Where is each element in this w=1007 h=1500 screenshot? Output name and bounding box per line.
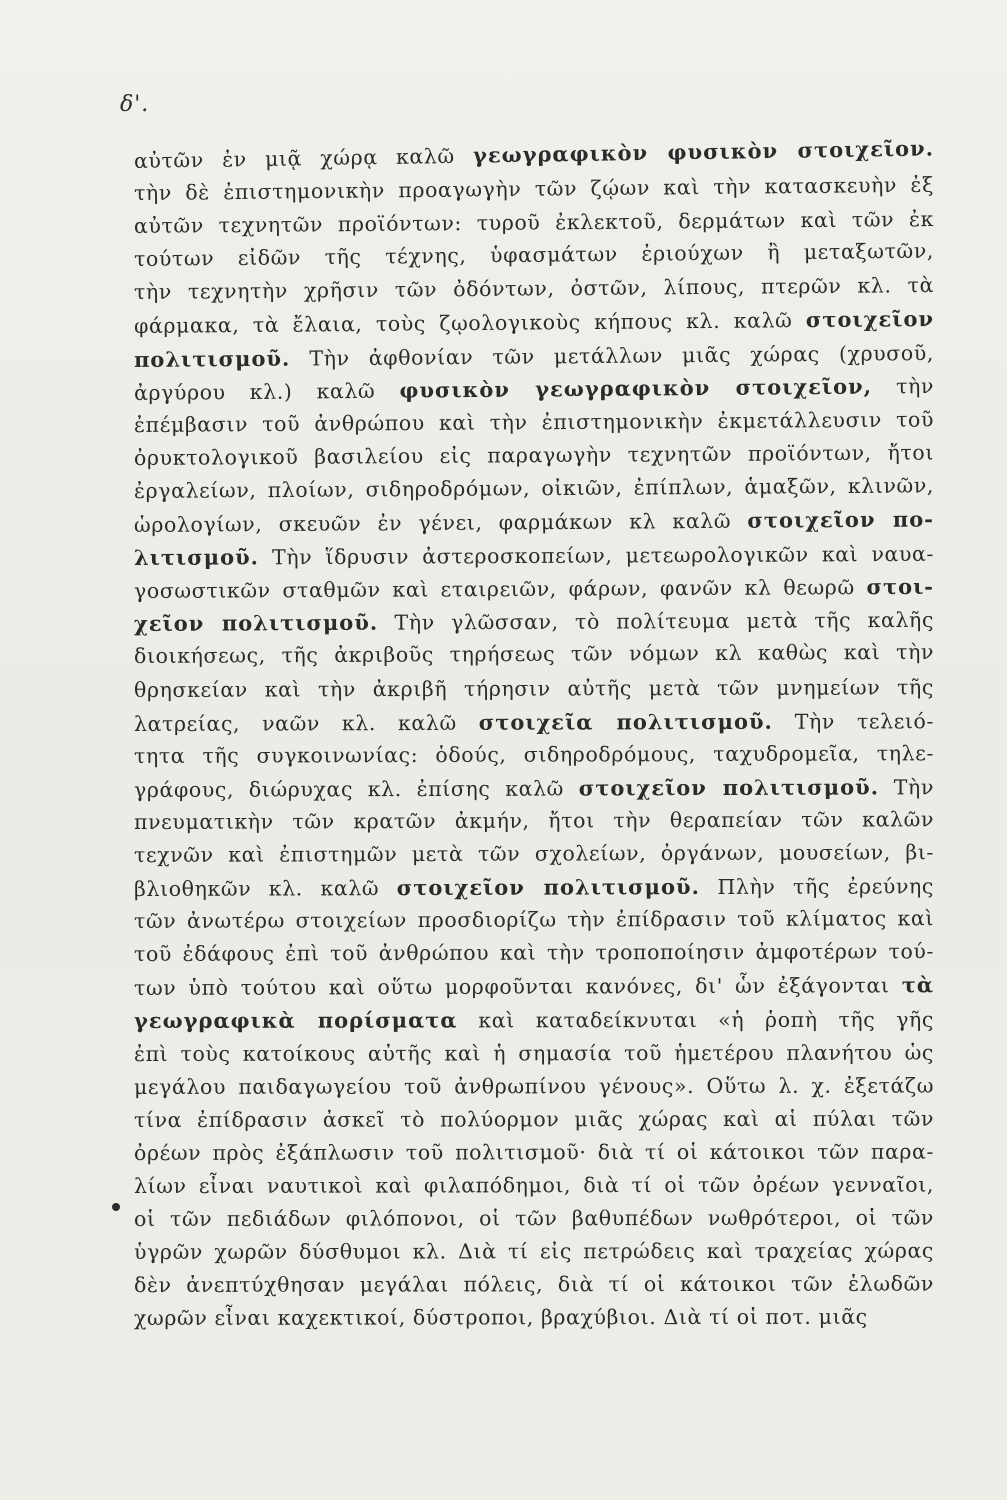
text-run: τητα τῆς συγκοινωνίας: ὁδούς, σιδηροδρόμους, ταχυδρομεῖα, τηλε- [133,740,935,768]
text-run: ὀρέων πρὸς ἐξάπλωσιν τοῦ πολιτισμοῦ· διὰ τί οἱ κάτοικοι τῶν παρα- [133,1139,935,1165]
text-line [134,369,934,409]
text-line [134,1268,934,1302]
text-run: τοῦ ἐδάφους ἐπὶ τοῦ ἀνθρώπου καὶ τὴν τροποποίησιν ἀμφοτέρων τού- [133,939,935,967]
text-line [134,570,934,607]
bold-term: γεωγραφικὸν φυσικὸν στοιχεῖον. [472,135,935,168]
text-line [134,704,934,740]
text-run: χωρῶν εἶναι καχεκτικοί, δύστροποι, βραχύβιοι. Διὰ τί οἱ ποτ. μιᾶς [133,1305,868,1331]
text-run: λίων εἶναι ναυτικοὶ καὶ φιλαπόδημοι, διὰ τί οἱ τῶν ὀρέων γενναῖοι, [133,1172,935,1198]
text-line [134,1003,934,1037]
bold-term: λιτισμοῦ. [133,544,259,571]
text-run: φάρμακα, τὰ ἔλαια, τοὺς ζῳολογικοὺς κήπους κλ. καλῶ [133,308,806,339]
text-run: θρησκείαν καὶ τὴν ἀκριβῆ τήρησιν αὐτῆς μετὰ τῶν μνημείων τῆς [133,674,935,702]
text-run: τὴν δὲ ἐπιστημονικὴν προαγωγὴν τῶν ζῴων καὶ τὴν κατασκευὴν ἐξ [133,172,935,206]
bold-term: στοιχεῖον πολιτισμοῦ. [396,874,700,901]
text-line [134,935,934,971]
bold-term: φυσικὸν γεωγραφικὸν στοιχεῖον, [399,373,873,403]
text-run: ὑγρῶν χωρῶν δύσθυμοι κλ. Διὰ τί εἰς πετρώδεις καὶ τραχείας χώρας [133,1238,935,1265]
bold-term: χεῖον πολιτισμοῦ. [133,610,379,637]
text-line [134,502,934,541]
text-run: γράφους, διώρυχας κλ. ἐπίσης καλῶ [133,776,579,802]
text-line [134,1169,934,1203]
text-run: αὐτῶν τεχνητῶν προϊόντων: τυροῦ ἐκλεκτοῦ, δερμάτων καὶ τῶν ἐκ [133,207,935,239]
bold-term: στοι- [866,574,935,600]
bold-term: στοιχεῖον πολιτισμοῦ. [578,774,880,801]
text-line [134,869,934,905]
text-line [134,1069,934,1103]
text-line [134,469,934,508]
text-line [134,1235,934,1269]
text-run: μεγάλου παιδαγωγείου τοῦ ἀνθρωπίνου γένους». Οὕτω λ. χ. ἐξετάζω [133,1073,935,1099]
text-line [134,836,934,872]
text-run: Τὴν ἵδρυσιν ἀστεροσκοπείων, μετεωρολογικῶν καὶ ναυα- [258,541,935,570]
body-text [133,135,935,1335]
text-run: βλιοθηκῶν κλ. καλῶ [133,876,397,902]
text-line [134,537,934,574]
text-run: ἐργαλείων, πλοίων, σιδηροδρόμων, οἰκιῶν, ἐπίπλων, ἁμαξῶν, κλινῶν, [133,473,935,503]
text-run: Πλὴν τῆς ἐρεύνης [699,874,935,900]
text-run: γοσωστικῶν σταθμῶν καὶ εταιρειῶν, φάρων, φανῶν κλ θεωρῶ [133,575,867,604]
text-run: Τὴν γλῶσσαν, τὸ πολίτευμα μετὰ τῆς καλῆς [378,608,935,636]
text-line [134,770,934,806]
text-run: ὀρυκτολογικοῦ βασιλείου εἰς παραγωγὴν τεχνητῶν προϊόντων, ἤτοι [133,440,935,470]
text-line [134,1135,934,1169]
bold-term: πολιτισμοῦ. [133,345,291,372]
text-run: ἐπέμβασιν τοῦ ἀνθρώπου καὶ τὴν ἐπιστημονικὴν ἐκμετάλλευσιν τοῦ [133,407,935,437]
text-line [134,671,934,707]
text-run: τὴν [871,373,935,399]
text-run: αὐτῶν ἐν μιᾷ χώρᾳ καλῶ [133,143,474,173]
text-run: των ὑπὸ τούτου καὶ οὕτω μορφοῦνται κανόνες, δι' ὧν ἐξάγονται [133,973,902,1001]
text-run: τὴν τεχνητὴν χρῆσιν τῶν ὀδόντων, ὀστῶν, λίπους, πτερῶν κλ. τὰ [133,273,935,305]
bold-term: στοιχεῖον πο- [747,506,935,533]
text-run: Τὴν ἀφθονίαν τῶν μετάλλων μιᾶς χώρας (χρυσοῦ, [290,340,935,371]
text-line [134,1102,934,1136]
text-run: πνευματικὴν τῶν κρατῶν ἀκμήν, ἤτοι τὴν θεραπείαν τῶν καλῶν [133,807,935,834]
page-number: δ'. [120,92,150,117]
text-line [134,1036,934,1070]
text-line [134,1202,934,1236]
text-run: δὲν ἀνεπτύχθησαν μεγάλαι πόλεις, διὰ τί οἱ κάτοικοι τῶν ἑλωδῶν [133,1271,935,1298]
text-line [134,902,934,938]
text-line [134,969,934,1005]
margin-bullet-mark [112,1203,120,1211]
text-run: διοικήσεως, τῆς ἀκριβοῦς τηρήσεως τῶν νόμων κλ καθὼς καὶ τὴν [133,640,935,669]
text-run: λατρείας, ναῶν κλ. καλῶ [133,710,479,736]
text-run: Τὴν [878,774,935,800]
text-run: οἱ τῶν πεδιάδων φιλόπονοι, οἱ τῶν βαθυπέδων νωθρότεροι, οἱ τῶν [133,1205,935,1231]
text-run: Τὴν τελειό- [772,708,935,734]
text-run: τῶν ἀνωτέρω στοιχείων προσδιορίζω τὴν ἐπίδρασιν τοῦ κλίματος καὶ [133,906,935,934]
text-run: ὡρολογίων, σκευῶν ἐν γένει, φαρμάκων κλ καλῶ [133,508,748,538]
bold-term: τὰ [901,972,935,998]
text-run: καὶ καταδείκνυται «ἡ ῥοπὴ τῆς γῆς [457,1008,935,1033]
text-run: ἀργύρου κλ.) καλῶ [133,378,400,405]
bold-term: γεωγραφικὰ πορίσματα [133,1007,458,1034]
text-run: ἐπὶ τοὺς κατοίκους αὐτῆς καὶ ἡ σημασία τοῦ ἡμετέρου πλανήτου ὡς [133,1040,935,1066]
text-line [134,403,934,442]
text-line [134,636,934,673]
text-line [134,1301,934,1335]
text-run: τούτων εἰδῶν τῆς τέχνης, ὑφασμάτων ἐριούχων ἢ μεταξωτῶν, [133,238,935,272]
text-run: τεχνῶν καὶ ἐπιστημῶν μετὰ τῶν σχολείων, ὀργάνων, μουσείων, βι- [133,840,935,867]
text-line [134,737,934,773]
text-line [134,436,934,475]
text-run: τίνα ἐπίδρασιν ἀσκεῖ τὸ πολύορμον μιᾶς χώρας καὶ αἱ πύλαι τῶν [133,1106,935,1132]
bold-term: στοιχεῖα πολιτισμοῦ. [478,708,773,735]
text-line [134,803,934,839]
bold-term: στοιχεῖον [805,306,935,333]
text-line [134,603,934,640]
